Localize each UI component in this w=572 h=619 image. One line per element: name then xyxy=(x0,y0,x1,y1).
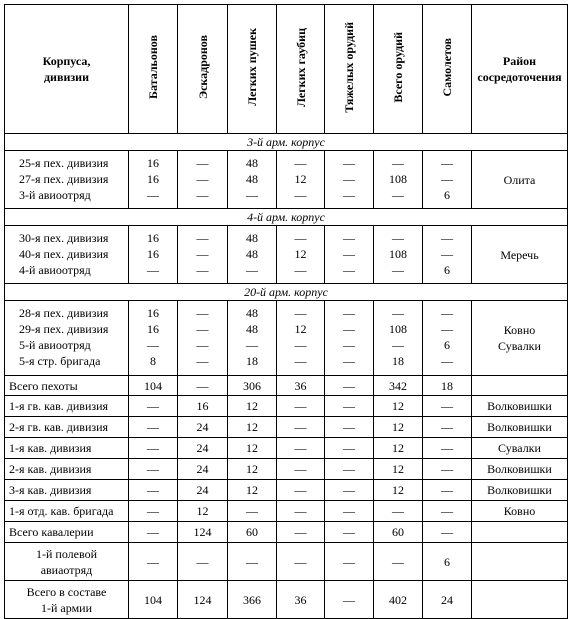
value-cell-line: — xyxy=(147,338,159,352)
region-name: Ковно xyxy=(503,323,536,337)
value-cell: 12 xyxy=(228,480,277,501)
value-cell: 342 xyxy=(374,376,423,396)
table-body xyxy=(5,134,568,619)
value-cell-line: — xyxy=(441,231,453,245)
value-cell-line: — xyxy=(196,156,209,170)
value-cell: — xyxy=(423,438,472,459)
region-cell xyxy=(472,151,568,209)
value-cell-line: 108 xyxy=(389,247,407,261)
value-cell xyxy=(374,226,423,284)
value-cell-line: — xyxy=(343,172,355,186)
value-cell: — xyxy=(325,480,374,501)
value-cell: — xyxy=(277,396,325,417)
value-cell-lines xyxy=(277,301,324,369)
value-cell: — xyxy=(325,522,374,543)
value-cell-line: 48 xyxy=(246,306,258,320)
header-battalions-label: Батальонов xyxy=(146,35,160,99)
region-cell xyxy=(472,581,568,619)
value-cell: 12 xyxy=(228,396,277,417)
value-cell-line: — xyxy=(441,156,453,170)
value-cell: — xyxy=(423,480,472,501)
unit-names-line: 40-я пех. дивизия xyxy=(19,247,109,261)
region-cell: Сувалки xyxy=(472,438,568,459)
value-cell: 24 xyxy=(178,480,228,501)
value-cell xyxy=(374,151,423,209)
section-title: 20-й арм. корпус xyxy=(5,284,568,301)
region-cell xyxy=(472,226,568,284)
region-cell xyxy=(472,301,568,376)
value-cell-line: — xyxy=(196,188,209,202)
value-cell-line: 48 xyxy=(246,156,258,170)
value-cell-line: — xyxy=(343,263,355,277)
header-heavy-guns-label: Тяжелых орудий xyxy=(342,21,356,113)
value-cell: — xyxy=(325,501,374,522)
value-cell-line: — xyxy=(441,322,453,336)
region-cell: Ковно xyxy=(472,501,568,522)
header-squadrons xyxy=(178,5,228,134)
unit-names-line: 29-я пех. дивизия xyxy=(19,322,109,336)
value-cell: — xyxy=(277,543,325,581)
value-cell: 124 xyxy=(178,581,228,619)
value-cell-line: 108 xyxy=(389,322,407,336)
value-cell-line: — xyxy=(343,338,355,352)
row-label: Всего кавалерии xyxy=(5,522,129,543)
value-cell-line: — xyxy=(294,338,307,352)
header-heavy-guns xyxy=(325,5,374,134)
value-cell-line: — xyxy=(392,338,404,352)
region-name: Олита xyxy=(503,172,536,187)
value-cell: — xyxy=(129,501,178,522)
header-units-line: Корпуса, xyxy=(42,54,91,68)
value-cell-line: — xyxy=(392,263,404,277)
value-cell-lines xyxy=(423,226,471,278)
row-label-line: 1-й армии xyxy=(41,600,92,615)
value-cell-line: — xyxy=(343,354,355,368)
value-cell-line: — xyxy=(441,354,453,368)
value-cell-line: — xyxy=(196,322,209,336)
value-cell-line: 6 xyxy=(444,188,450,202)
value-cell-line: 8 xyxy=(150,354,156,368)
value-cell xyxy=(129,226,178,284)
value-cell: 306 xyxy=(228,376,277,396)
value-cell: 12 xyxy=(178,501,228,522)
unit-names-line: 5-й авиоотряд xyxy=(19,338,91,352)
cavalry-row xyxy=(5,438,568,459)
value-cell: 12 xyxy=(374,396,423,417)
region-cell xyxy=(472,543,568,581)
value-cell-lines xyxy=(178,226,227,278)
value-cell-line: — xyxy=(294,306,307,320)
value-cell-line: — xyxy=(294,188,307,202)
header-row xyxy=(5,5,568,134)
unit-names-lines xyxy=(19,226,128,278)
value-cell: — xyxy=(228,543,277,581)
region-cell: Волковишки xyxy=(472,480,568,501)
value-cell-line: 16 xyxy=(147,156,159,170)
header-light-howitzers xyxy=(277,5,325,134)
header-battalions xyxy=(129,5,178,134)
value-cell xyxy=(423,151,472,209)
header-aircraft xyxy=(423,5,472,134)
value-cell: 24 xyxy=(178,438,228,459)
header-total-guns-label: Всего орудий xyxy=(391,31,405,103)
value-cell-lines xyxy=(129,151,177,203)
value-cell: 16 xyxy=(178,396,228,417)
value-cell xyxy=(178,226,228,284)
cavalry-row xyxy=(5,417,568,438)
value-cell-lines xyxy=(325,301,373,369)
value-cell-lines xyxy=(178,301,227,369)
unit-names-line: 5-я стр. бригада xyxy=(19,354,101,368)
value-cell: — xyxy=(277,459,325,480)
value-cell: — xyxy=(228,501,277,522)
value-cell xyxy=(129,151,178,209)
value-cell: 12 xyxy=(228,417,277,438)
section-title-row xyxy=(5,209,568,226)
unit-names xyxy=(5,301,129,376)
value-cell-line: — xyxy=(294,354,307,368)
forces-table xyxy=(4,4,568,619)
value-cell: — xyxy=(423,417,472,438)
value-cell-lines xyxy=(325,151,373,203)
value-cell-line: — xyxy=(392,188,404,202)
unit-names-lines xyxy=(19,151,128,203)
row-label: 1-я кав. дивизия xyxy=(5,438,129,459)
value-cell: 124 xyxy=(178,522,228,543)
value-cell-line: 16 xyxy=(147,172,159,186)
value-cell-line: — xyxy=(441,172,453,186)
value-cell: — xyxy=(178,543,228,581)
value-cell: — xyxy=(129,480,178,501)
value-cell: — xyxy=(129,438,178,459)
value-cell-line: 16 xyxy=(147,306,159,320)
section-units-row xyxy=(5,226,568,284)
section-title: 3-й арм. корпус xyxy=(5,134,568,151)
value-cell xyxy=(325,151,374,209)
value-cell-line: 48 xyxy=(246,172,258,186)
value-cell-line: — xyxy=(294,231,307,245)
value-cell: — xyxy=(277,480,325,501)
value-cell-lines xyxy=(129,226,177,278)
value-cell: — xyxy=(423,501,472,522)
value-cell-lines xyxy=(423,151,471,203)
value-cell-line: 12 xyxy=(294,172,307,186)
value-cell: 12 xyxy=(374,459,423,480)
value-cell-lines xyxy=(228,301,276,369)
header-units xyxy=(5,5,129,134)
row-label: 3-я кав. дивизия xyxy=(5,480,129,501)
unit-names-line: 30-я пех. дивизия xyxy=(19,231,109,245)
value-cell-lines xyxy=(228,226,276,278)
value-cell xyxy=(228,151,277,209)
region-cell: Волковишки xyxy=(472,459,568,480)
total-row xyxy=(5,376,568,396)
value-cell-line: 12 xyxy=(294,247,307,261)
value-cell: — xyxy=(325,396,374,417)
row-label: Всего пехоты xyxy=(5,376,129,396)
value-cell: — xyxy=(325,543,374,581)
value-cell-line: — xyxy=(246,188,258,202)
value-cell: — xyxy=(325,459,374,480)
value-cell: 36 xyxy=(277,376,325,396)
value-cell-line: — xyxy=(196,338,209,352)
value-cell: — xyxy=(423,396,472,417)
total-row xyxy=(5,522,568,543)
unit-names-line: 25-я пех. дивизия xyxy=(19,156,109,170)
row-label-line: Всего в составе xyxy=(26,584,107,599)
value-cell-line: — xyxy=(196,247,209,261)
value-cell: 18 xyxy=(423,376,472,396)
value-cell-line: — xyxy=(343,156,355,170)
value-cell-line: — xyxy=(343,306,355,320)
value-cell-line: — xyxy=(392,306,404,320)
header-total-guns xyxy=(374,5,423,134)
value-cell-line: — xyxy=(294,263,307,277)
value-cell: — xyxy=(178,376,228,396)
unit-names-lines xyxy=(19,301,128,369)
value-cell: 60 xyxy=(228,522,277,543)
value-cell-line: 18 xyxy=(246,354,258,368)
value-cell: 12 xyxy=(374,417,423,438)
value-cell: 12 xyxy=(374,480,423,501)
region-cell: Волковишки xyxy=(472,396,568,417)
value-cell-lines xyxy=(277,151,324,203)
value-cell-line: — xyxy=(343,322,355,336)
value-cell-line: — xyxy=(147,188,159,202)
value-cell-lines xyxy=(423,301,471,369)
value-cell-line: — xyxy=(343,188,355,202)
value-cell: — xyxy=(325,438,374,459)
value-cell: 104 xyxy=(129,376,178,396)
row-label xyxy=(5,543,129,581)
value-cell: — xyxy=(277,522,325,543)
value-cell-lines xyxy=(325,226,373,278)
value-cell-lines xyxy=(178,151,227,203)
value-cell: — xyxy=(129,543,178,581)
value-cell: — xyxy=(423,522,472,543)
value-cell: — xyxy=(374,501,423,522)
value-cell-line: — xyxy=(441,306,453,320)
value-cell-line: — xyxy=(196,306,209,320)
value-cell: 12 xyxy=(228,438,277,459)
value-cell xyxy=(423,301,472,376)
value-cell: 60 xyxy=(374,522,423,543)
army-total-row xyxy=(5,581,568,619)
value-cell: 104 xyxy=(129,581,178,619)
value-cell xyxy=(325,226,374,284)
region-name: Меречь xyxy=(500,247,539,262)
header-region xyxy=(472,5,568,134)
value-cell-line: 108 xyxy=(389,172,407,186)
table-wrapper xyxy=(4,4,568,619)
value-cell-lines xyxy=(374,151,422,203)
value-cell xyxy=(277,151,325,209)
header-light-guns-label: Легких пушек xyxy=(245,28,259,106)
section-title: 4-й арм. корпус xyxy=(5,209,568,226)
value-cell: — xyxy=(129,459,178,480)
value-cell: — xyxy=(277,501,325,522)
value-cell xyxy=(325,301,374,376)
value-cell: — xyxy=(129,522,178,543)
header-aircraft-label: Самолетов xyxy=(440,37,454,97)
value-cell xyxy=(374,301,423,376)
unit-names-line: 4-й авиоотряд xyxy=(19,263,91,277)
value-cell: — xyxy=(277,438,325,459)
value-cell: — xyxy=(423,459,472,480)
cavalry-row xyxy=(5,396,568,417)
header-region-line: Район xyxy=(502,54,537,68)
value-cell-line: — xyxy=(441,247,453,261)
value-cell xyxy=(129,301,178,376)
value-cell-line: — xyxy=(343,247,355,261)
unit-names-line: 28-я пех. дивизия xyxy=(19,306,109,320)
value-cell-lines xyxy=(129,301,177,369)
value-cell: — xyxy=(374,543,423,581)
value-cell: 12 xyxy=(228,459,277,480)
value-cell: — xyxy=(325,417,374,438)
value-cell-line: 18 xyxy=(392,354,404,368)
value-cell xyxy=(228,301,277,376)
value-cell-line: — xyxy=(196,172,209,186)
header-light-guns xyxy=(228,5,277,134)
row-label: 2-я гв. кав. дивизия xyxy=(5,417,129,438)
value-cell: 12 xyxy=(374,438,423,459)
header-squadrons-label: Эскадронов xyxy=(195,34,210,100)
header-light-howitzers-label: Легких гаубиц xyxy=(293,27,308,107)
value-cell-line: — xyxy=(196,231,209,245)
row-label-line: авиаотряд xyxy=(40,562,93,577)
region-cell xyxy=(472,376,568,396)
section-title-row xyxy=(5,134,568,151)
region-cell xyxy=(472,522,568,543)
value-cell-line: — xyxy=(392,231,404,245)
value-cell: — xyxy=(277,417,325,438)
value-cell xyxy=(277,301,325,376)
header-region-line: сосредоточения xyxy=(477,70,562,84)
value-cell-lines xyxy=(374,301,422,369)
unit-names-line: 3-й авиоотряд xyxy=(19,188,91,202)
value-cell: 24 xyxy=(423,581,472,619)
value-cell: — xyxy=(129,417,178,438)
cavalry-row xyxy=(5,501,568,522)
row-label: 2-я кав. дивизия xyxy=(5,459,129,480)
value-cell-line: — xyxy=(246,338,258,352)
value-cell-line: — xyxy=(392,156,404,170)
value-cell-line: — xyxy=(196,263,209,277)
row-label-line: 1-й полевой xyxy=(35,546,97,561)
value-cell xyxy=(277,226,325,284)
aviation-row xyxy=(5,543,568,581)
value-cell-line: — xyxy=(343,231,355,245)
unit-names xyxy=(5,151,129,209)
value-cell: — xyxy=(325,581,374,619)
value-cell-line: 48 xyxy=(246,247,258,261)
header-units-line: дивизии xyxy=(43,70,90,84)
value-cell-line: — xyxy=(294,156,307,170)
value-cell-line: 48 xyxy=(246,322,258,336)
value-cell xyxy=(178,301,228,376)
region-cell: Волковишки xyxy=(472,417,568,438)
value-cell-line: — xyxy=(147,263,159,277)
value-cell xyxy=(228,226,277,284)
value-cell-lines xyxy=(228,151,276,203)
value-cell: — xyxy=(129,396,178,417)
value-cell xyxy=(178,151,228,209)
value-cell-lines xyxy=(277,226,324,278)
region-name: Сувалки xyxy=(498,339,541,353)
section-units-row xyxy=(5,151,568,209)
row-label xyxy=(5,581,129,619)
value-cell-line: 6 xyxy=(444,338,450,352)
value-cell: 24 xyxy=(178,417,228,438)
unit-names xyxy=(5,226,129,284)
value-cell-lines xyxy=(374,226,422,278)
value-cell-line: — xyxy=(246,263,258,277)
value-cell: 402 xyxy=(374,581,423,619)
value-cell-line: 16 xyxy=(147,231,159,245)
value-cell-line: 6 xyxy=(444,263,450,277)
cavalry-row xyxy=(5,480,568,501)
cavalry-row xyxy=(5,459,568,480)
value-cell-line: 12 xyxy=(294,322,307,336)
value-cell: 24 xyxy=(178,459,228,480)
unit-names-line: 27-я пех. дивизия xyxy=(19,172,109,186)
value-cell-line: — xyxy=(196,354,209,368)
row-label: 1-я отд. кав. бригада xyxy=(5,501,129,522)
value-cell: 36 xyxy=(277,581,325,619)
value-cell: — xyxy=(325,376,374,396)
section-title-row xyxy=(5,284,568,301)
value-cell-line: 16 xyxy=(147,322,159,336)
value-cell xyxy=(423,226,472,284)
section-units-row xyxy=(5,301,568,376)
value-cell-line: 48 xyxy=(246,231,258,245)
value-cell: 6 xyxy=(423,543,472,581)
row-label: 1-я гв. кав. дивизия xyxy=(5,396,129,417)
value-cell: 366 xyxy=(228,581,277,619)
value-cell-line: 16 xyxy=(147,247,159,261)
